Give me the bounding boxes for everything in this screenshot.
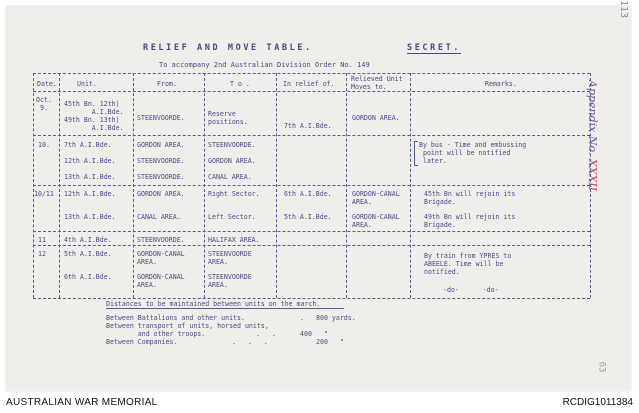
cell-remarks: -do- -do- bbox=[443, 286, 499, 294]
distance-label: Between Battalions and other units. bbox=[106, 314, 249, 322]
distance-label: Between transport of units, horsed units, bbox=[106, 322, 269, 330]
column-rule bbox=[590, 73, 591, 298]
table-top-rule bbox=[33, 73, 590, 74]
distance-label: Between Companies. bbox=[106, 338, 178, 346]
column-rule bbox=[59, 73, 60, 298]
distance-dots: . . . bbox=[232, 338, 268, 346]
cell-date: 11 bbox=[38, 236, 46, 244]
cell-remarks: 45th Bn will rejoin its Brigade. bbox=[424, 190, 516, 206]
header-remarks: Remarks. bbox=[485, 80, 517, 88]
cell-unit: 6th A.I.Bde. bbox=[64, 273, 112, 281]
header-date: Date. bbox=[37, 80, 57, 88]
cell-date: 12 bbox=[38, 250, 46, 258]
cell-unit: 13th A.I.Bde. bbox=[64, 213, 116, 221]
document-subtitle: To accompany 2nd Australian Division Order No. 149 bbox=[159, 61, 370, 69]
cell-to: STEENVOORDE AREA. bbox=[208, 250, 252, 266]
cell-relief: 6th A.I.Bde. bbox=[284, 190, 332, 198]
cell-relieved: GORDON-CANAL AREA. bbox=[352, 213, 400, 229]
cell-date: Oct. 9. bbox=[36, 96, 52, 112]
cell-date: 10/11 bbox=[34, 190, 54, 198]
header-in-relief-of: In relief of. bbox=[283, 80, 335, 88]
cell-relief: 5th A.I.Bde. bbox=[284, 213, 332, 221]
cell-relief: 7th A.I.Bde. bbox=[284, 122, 332, 130]
cell-to: Reserve positions. bbox=[208, 110, 248, 126]
header-to: T o . bbox=[230, 80, 250, 88]
row-rule bbox=[33, 245, 590, 246]
cell-remarks: By train from YPRES to ABEELE. Time will be notified. bbox=[424, 252, 512, 276]
cell-unit: 12th A.I.Bde. bbox=[64, 190, 116, 198]
remarks-brace bbox=[414, 141, 418, 166]
cell-from: STEENVOORDE. bbox=[137, 173, 185, 181]
column-rule bbox=[276, 73, 277, 298]
record-id: RCDIG1011384 bbox=[562, 397, 633, 408]
column-rule bbox=[346, 73, 347, 298]
row-rule bbox=[33, 135, 590, 136]
distance-dots: . bbox=[300, 314, 304, 322]
cell-to: Left Sector. bbox=[208, 213, 256, 221]
cell-unit: 45th Bn. 12th) A.I.Bde. 49th Bn. 13th) A.I.Bde. bbox=[64, 100, 124, 132]
cell-remarks: By bus - Time and embussing point will be notified later. bbox=[419, 141, 527, 165]
archive-folio-number: 113 bbox=[618, 0, 629, 18]
cell-to: HALIFAX AREA. bbox=[208, 236, 260, 244]
cell-relieved: GORDON-CANAL AREA. bbox=[352, 190, 400, 206]
cell-from: GORDON-CANAL AREA. bbox=[137, 273, 185, 289]
row-rule bbox=[33, 185, 590, 186]
cell-from: GORDON AREA. bbox=[137, 190, 185, 198]
cell-to: STEENVOORDE AREA. bbox=[208, 273, 252, 289]
cell-unit: 7th A.I.Bde. bbox=[64, 141, 112, 149]
cell-remarks: 49th Bn will rejoin its Brigade. bbox=[424, 213, 516, 229]
archive-name: AUSTRALIAN WAR MEMORIAL bbox=[6, 397, 158, 408]
distances-heading-underline bbox=[106, 308, 344, 309]
column-rule bbox=[33, 73, 34, 298]
cell-from: GORDON-CANAL AREA. bbox=[137, 250, 185, 266]
header-relieved-unit: Relieved Unit Moves to. bbox=[351, 75, 403, 91]
cell-date: 10. bbox=[38, 141, 50, 149]
column-rule bbox=[204, 73, 205, 298]
distance-dots: . . bbox=[256, 330, 276, 338]
header-rule bbox=[33, 91, 590, 92]
cell-unit: 12th A.I.Bde. bbox=[64, 157, 116, 165]
column-rule bbox=[133, 73, 134, 298]
classification-label: SECRET. bbox=[407, 43, 462, 53]
cell-unit: 5th A.I.Bde. bbox=[64, 250, 112, 258]
cell-relieved: GORDON AREA. bbox=[352, 114, 400, 122]
cell-from: STEENVOORDE. bbox=[137, 236, 185, 244]
cell-unit: 4th A.I.Bde. bbox=[64, 236, 112, 244]
table-bottom-rule bbox=[33, 298, 590, 299]
header-unit: Unit. bbox=[77, 80, 97, 88]
cell-to: STEENVOORDE. bbox=[208, 141, 256, 149]
archive-footer bbox=[0, 392, 639, 413]
cell-unit: 13th A.I.Bde. bbox=[64, 173, 116, 181]
distance-label: and other troops. bbox=[106, 330, 206, 338]
appendix-number: XXXII bbox=[586, 158, 599, 192]
cell-to: Right Sector. bbox=[208, 190, 260, 198]
document-title: RELIEF AND MOVE TABLE. bbox=[143, 43, 313, 53]
cell-from: STEENVOORDE. bbox=[137, 157, 185, 165]
cell-to: CANAL AREA. bbox=[208, 173, 252, 181]
column-rule bbox=[410, 73, 411, 298]
header-from: From. bbox=[157, 80, 177, 88]
distance-value: 800 yards. bbox=[316, 314, 356, 322]
cell-from: CANAL AREA. bbox=[137, 213, 181, 221]
cell-to: GORDON AREA. bbox=[208, 157, 256, 165]
row-rule bbox=[33, 231, 590, 232]
page-number: 63 bbox=[596, 361, 607, 373]
appendix-label: Appendix No. bbox=[586, 80, 599, 156]
cell-from: STEENVOORDE. bbox=[137, 114, 185, 122]
distances-heading: Distances to be maintained between units on the march. bbox=[106, 300, 321, 308]
distance-value: 200 " bbox=[316, 338, 344, 346]
distance-value: 400 " bbox=[300, 330, 328, 338]
cell-from: GORDON AREA. bbox=[137, 141, 185, 149]
